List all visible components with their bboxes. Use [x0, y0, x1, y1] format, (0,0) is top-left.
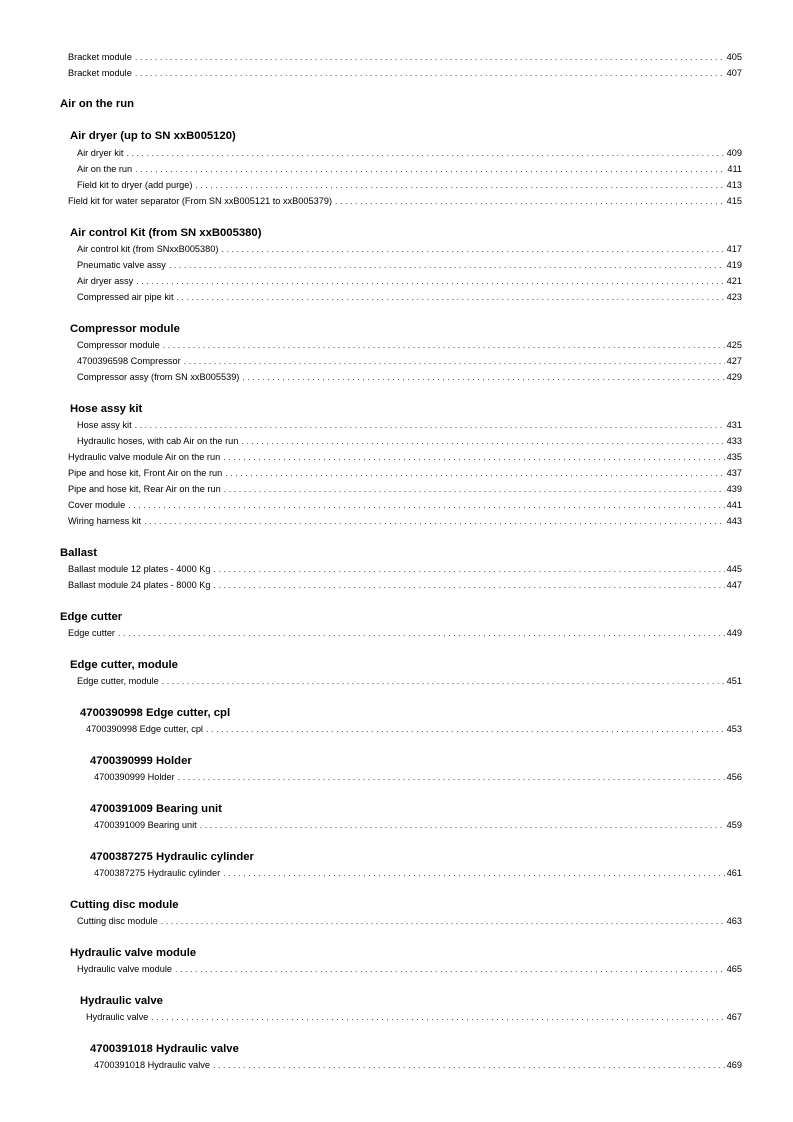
section-heading: Hose assy kit [70, 403, 143, 415]
dot-leader [169, 258, 725, 272]
toc-entry[interactable] [77, 274, 742, 288]
dot-leader [200, 818, 725, 832]
toc-entry-page-number: 409 [726, 148, 742, 158]
toc-entry-title: Compressor assy (from SN xxB005539) [77, 372, 240, 382]
toc-entry[interactable] [77, 370, 742, 384]
toc-entry-page-number: 453 [726, 724, 742, 734]
toc-entry[interactable] [94, 866, 742, 880]
toc-entry-title: Bracket module [68, 52, 132, 62]
toc-entry-title: Air on the run [77, 164, 133, 174]
toc-entry-title: Ballast module 24 plates - 8000 Kg [68, 580, 211, 590]
dot-leader [175, 962, 725, 976]
toc-entry-title: Bracket module [68, 68, 132, 78]
dot-leader [118, 626, 725, 640]
section-heading: Air on the run [60, 98, 135, 110]
toc-entry[interactable] [77, 674, 742, 688]
toc-entry-title: 4700387275 Hydraulic cylinder [94, 868, 221, 878]
toc-entry-title: 4700391009 Bearing unit [94, 820, 197, 830]
toc-entry-page-number: 405 [726, 52, 742, 62]
toc-entry-page-number: 441 [726, 500, 742, 510]
toc-entry-title: Hydraulic hoses, with cab Air on the run [77, 436, 239, 446]
section-heading: 4700390999 Holder [90, 755, 192, 767]
toc-entry[interactable] [77, 242, 742, 256]
dot-leader [224, 482, 725, 496]
toc-entry-page-number: 425 [726, 340, 742, 350]
section-heading: 4700391018 Hydraulic valve [90, 1043, 239, 1055]
toc-entry[interactable] [68, 66, 742, 80]
dot-leader [135, 50, 725, 64]
toc-entry[interactable] [77, 354, 742, 368]
toc-entry-title: 4700396598 Compressor [77, 356, 181, 366]
dot-leader [135, 162, 725, 176]
toc-entry-title: 4700390998 Edge cutter, cpl [86, 724, 203, 734]
toc-entry-title: Air dryer assy [77, 276, 134, 286]
toc-entry[interactable] [86, 722, 742, 736]
toc-entry-page-number: 461 [726, 868, 742, 878]
toc-entry-page-number: 417 [726, 244, 742, 254]
dot-leader [225, 466, 724, 480]
toc-entry-page-number: 445 [726, 564, 742, 574]
dot-leader [126, 146, 724, 160]
section-heading: 4700391009 Bearing unit [90, 803, 222, 815]
toc-entry-page-number: 456 [726, 772, 742, 782]
dot-leader [136, 274, 724, 288]
toc-entry[interactable] [68, 466, 742, 480]
toc-entry-title: Hydraulic valve [86, 1012, 149, 1022]
section-heading: Hydraulic valve [80, 995, 163, 1007]
toc-entry-title: Cutting disc module [77, 916, 158, 926]
toc-entry-title: Pipe and hose kit, Rear Air on the run [68, 484, 221, 494]
toc-entry-page-number: 447 [726, 580, 742, 590]
section-heading: Edge cutter [60, 611, 123, 623]
dot-leader [161, 914, 725, 928]
dot-leader [135, 418, 725, 432]
section-heading: Compressor module [70, 323, 180, 335]
dot-leader [162, 674, 725, 688]
toc-entry[interactable] [94, 818, 742, 832]
toc-entry-title: Edge cutter, module [77, 676, 159, 686]
toc-entry-page-number: 423 [726, 292, 742, 302]
toc-entry-page-number: 435 [726, 452, 742, 462]
toc-entry-page-number: 437 [726, 468, 742, 478]
toc-entry-title: Pneumatic valve assy [77, 260, 166, 270]
toc-entry[interactable] [77, 962, 742, 976]
toc-entry-title: 4700390999 Holder [94, 772, 175, 782]
toc-entry-page-number: 451 [726, 676, 742, 686]
toc-entry-page-number: 411 [727, 164, 742, 174]
toc-entry[interactable] [86, 1010, 742, 1024]
section-heading: 4700387275 Hydraulic cylinder [90, 851, 254, 863]
toc-entry[interactable] [68, 514, 742, 528]
toc-entry[interactable] [77, 914, 742, 928]
toc-entry-title: Field kit to dryer (add purge) [77, 180, 193, 190]
toc-entry-title: 4700391018 Hydraulic valve [94, 1060, 210, 1070]
toc-entry-page-number: 431 [726, 420, 742, 430]
dot-leader [128, 498, 724, 512]
toc-entry-page-number: 429 [726, 372, 742, 382]
toc-entry-page-number: 459 [726, 820, 742, 830]
toc-entry[interactable] [68, 450, 742, 464]
toc-entry[interactable] [77, 434, 742, 448]
toc-entry[interactable] [77, 178, 742, 192]
toc-entry-title: Air dryer kit [77, 148, 124, 158]
toc-entry-page-number: 463 [726, 916, 742, 926]
toc-entry-title: Edge cutter [68, 628, 115, 638]
toc-entry-title: Wiring harness kit [68, 516, 142, 526]
dot-leader [214, 578, 725, 592]
toc-entry-page-number: 465 [726, 964, 742, 974]
dot-leader [144, 514, 725, 528]
toc-entry-page-number: 421 [726, 276, 742, 286]
toc-entry-page-number: 449 [726, 628, 742, 638]
toc-entry[interactable] [68, 498, 742, 512]
dot-leader [214, 562, 725, 576]
toc-entry-page-number: 427 [726, 356, 742, 366]
dot-leader [178, 770, 725, 784]
toc-entry-page-number: 469 [726, 1060, 742, 1070]
toc-entry-title: Hydraulic valve module Air on the run [68, 452, 221, 462]
toc-entry[interactable] [68, 194, 742, 208]
dot-leader [163, 338, 725, 352]
dot-leader [223, 866, 725, 880]
toc-entry[interactable] [68, 482, 742, 496]
toc-entry-page-number: 413 [726, 180, 742, 190]
toc-entry-title: Air control kit (from SNxxB005380) [77, 244, 219, 254]
toc-entry-page-number: 439 [726, 484, 742, 494]
dot-leader [206, 722, 725, 736]
dot-leader [241, 434, 724, 448]
toc-entry-title: Field kit for water separator (From SN xxB005121 to xxB005379) [68, 196, 333, 206]
toc-entry-page-number: 407 [726, 68, 742, 78]
toc-entry-title: Cover module [68, 500, 126, 510]
dot-leader [242, 370, 724, 384]
toc-entry[interactable] [94, 1058, 742, 1072]
toc-entry[interactable] [77, 290, 742, 304]
toc-entry-page-number: 415 [726, 196, 742, 206]
section-heading: Air control Kit (from SN xxB005380) [70, 227, 262, 239]
toc-entry[interactable] [77, 338, 742, 352]
dot-leader [177, 290, 725, 304]
toc-entry-title: Hydraulic valve module [77, 964, 172, 974]
section-heading: Edge cutter, module [70, 659, 178, 671]
toc-entry-title: Pipe and hose kit, Front Air on the run [68, 468, 223, 478]
dot-leader [135, 66, 725, 80]
dot-leader [195, 178, 724, 192]
toc-entry[interactable] [68, 562, 742, 576]
section-heading: Hydraulic valve module [70, 947, 197, 959]
toc-entry-page-number: 443 [726, 516, 742, 526]
dot-leader [223, 450, 724, 464]
dot-leader [221, 242, 724, 256]
toc-entry-title: Ballast module 12 plates - 4000 Kg [68, 564, 211, 574]
toc-entry-page-number: 419 [726, 260, 742, 270]
toc-entry[interactable] [94, 770, 742, 784]
toc-entry-title: Compressed air pipe kit [77, 292, 174, 302]
section-heading: Cutting disc module [70, 899, 179, 911]
dot-leader [335, 194, 725, 208]
dot-leader [184, 354, 725, 368]
dot-leader [213, 1058, 725, 1072]
section-heading: Air dryer (up to SN xxB005120) [70, 130, 236, 142]
toc-entry[interactable] [68, 50, 742, 64]
toc-entry[interactable] [68, 578, 742, 592]
toc-entry[interactable] [77, 258, 742, 272]
toc-entry-title: Compressor module [77, 340, 160, 350]
toc-entry[interactable] [77, 146, 742, 160]
toc-entry-page-number: 433 [726, 436, 742, 446]
section-heading: Ballast [60, 547, 98, 559]
toc-entry[interactable] [68, 626, 742, 640]
dot-leader [151, 1010, 724, 1024]
toc-entry-page-number: 467 [726, 1012, 742, 1022]
toc-entry[interactable] [77, 162, 742, 176]
section-heading: 4700390998 Edge cutter, cpl [80, 707, 231, 719]
toc-entry-title: Hose assy kit [77, 420, 132, 430]
toc-entry[interactable] [77, 418, 742, 432]
